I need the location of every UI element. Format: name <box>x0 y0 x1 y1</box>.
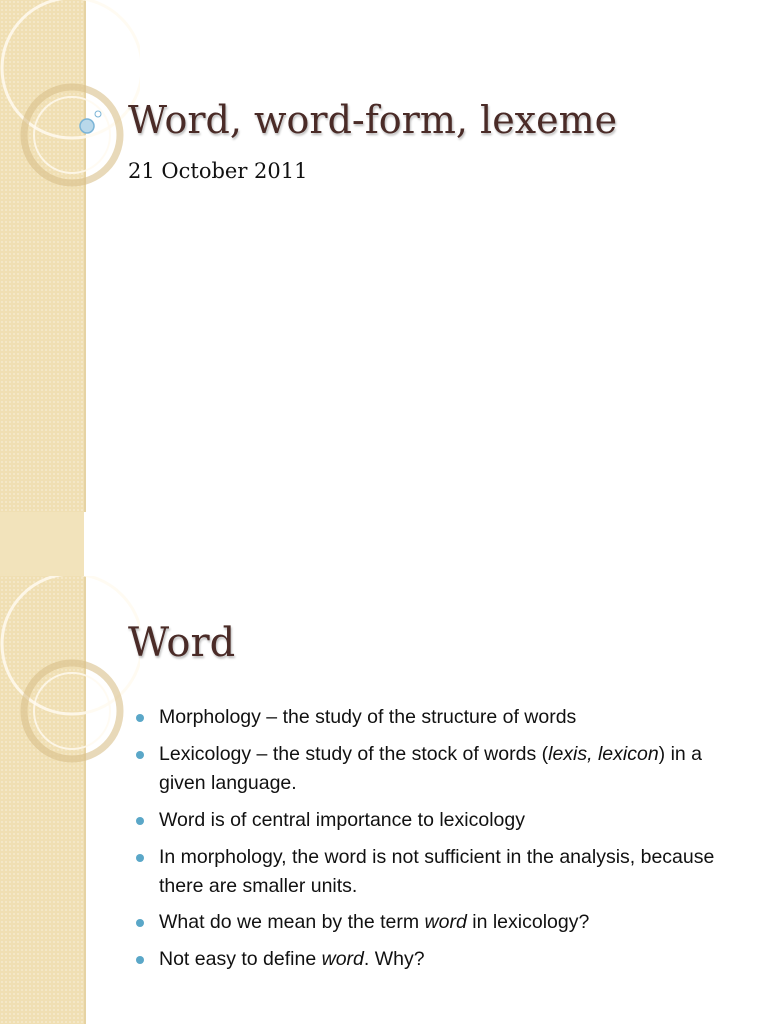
slide-title: Word, word-form, lexeme <box>128 98 618 142</box>
bullet-dot-icon <box>136 714 144 722</box>
bullet-text-italic: word <box>321 948 364 970</box>
bullet-item <box>132 703 752 732</box>
bullet-text: Word is of central importance to lexicology <box>159 809 525 831</box>
bullet-list <box>132 703 752 982</box>
bullet-dot-icon <box>136 817 144 825</box>
bullet-item <box>132 843 752 901</box>
bullet-text: What do we mean by the term <box>159 911 425 933</box>
slide-subtitle: 21 October 2011 <box>128 159 308 183</box>
side-band-gap <box>0 512 84 576</box>
bullet-text: Lexicology – the study of the stock of words ( <box>159 743 549 765</box>
decorative-rings <box>0 576 140 1024</box>
bullet-text: Morphology – the study of the structure of words <box>159 706 577 728</box>
bullet-dot-icon <box>136 919 144 927</box>
bullet-text: ) in a given language. <box>159 743 703 794</box>
bullet-text: . Why? <box>363 948 425 970</box>
bullet-text-italic: word <box>424 911 467 933</box>
bullet-text: In morphology, the word is not sufficient in the analysis, because there are smaller units. <box>159 846 715 897</box>
bullet-text-italic: lexis, lexicon <box>548 743 659 765</box>
bullet-dot-icon <box>136 854 144 862</box>
bullet-text: in lexicology? <box>466 911 590 933</box>
bullet-item <box>132 806 752 835</box>
bullet-text: Not easy to define <box>159 948 322 970</box>
decorative-rings <box>0 0 140 512</box>
bullet-dot-icon <box>136 751 144 759</box>
slide-title: Word <box>128 620 236 666</box>
bullet-item <box>132 945 752 974</box>
slide-gap <box>0 512 768 576</box>
bullet-item <box>132 908 752 937</box>
bullet-dot-icon <box>136 956 144 964</box>
bullet-item <box>132 740 752 798</box>
